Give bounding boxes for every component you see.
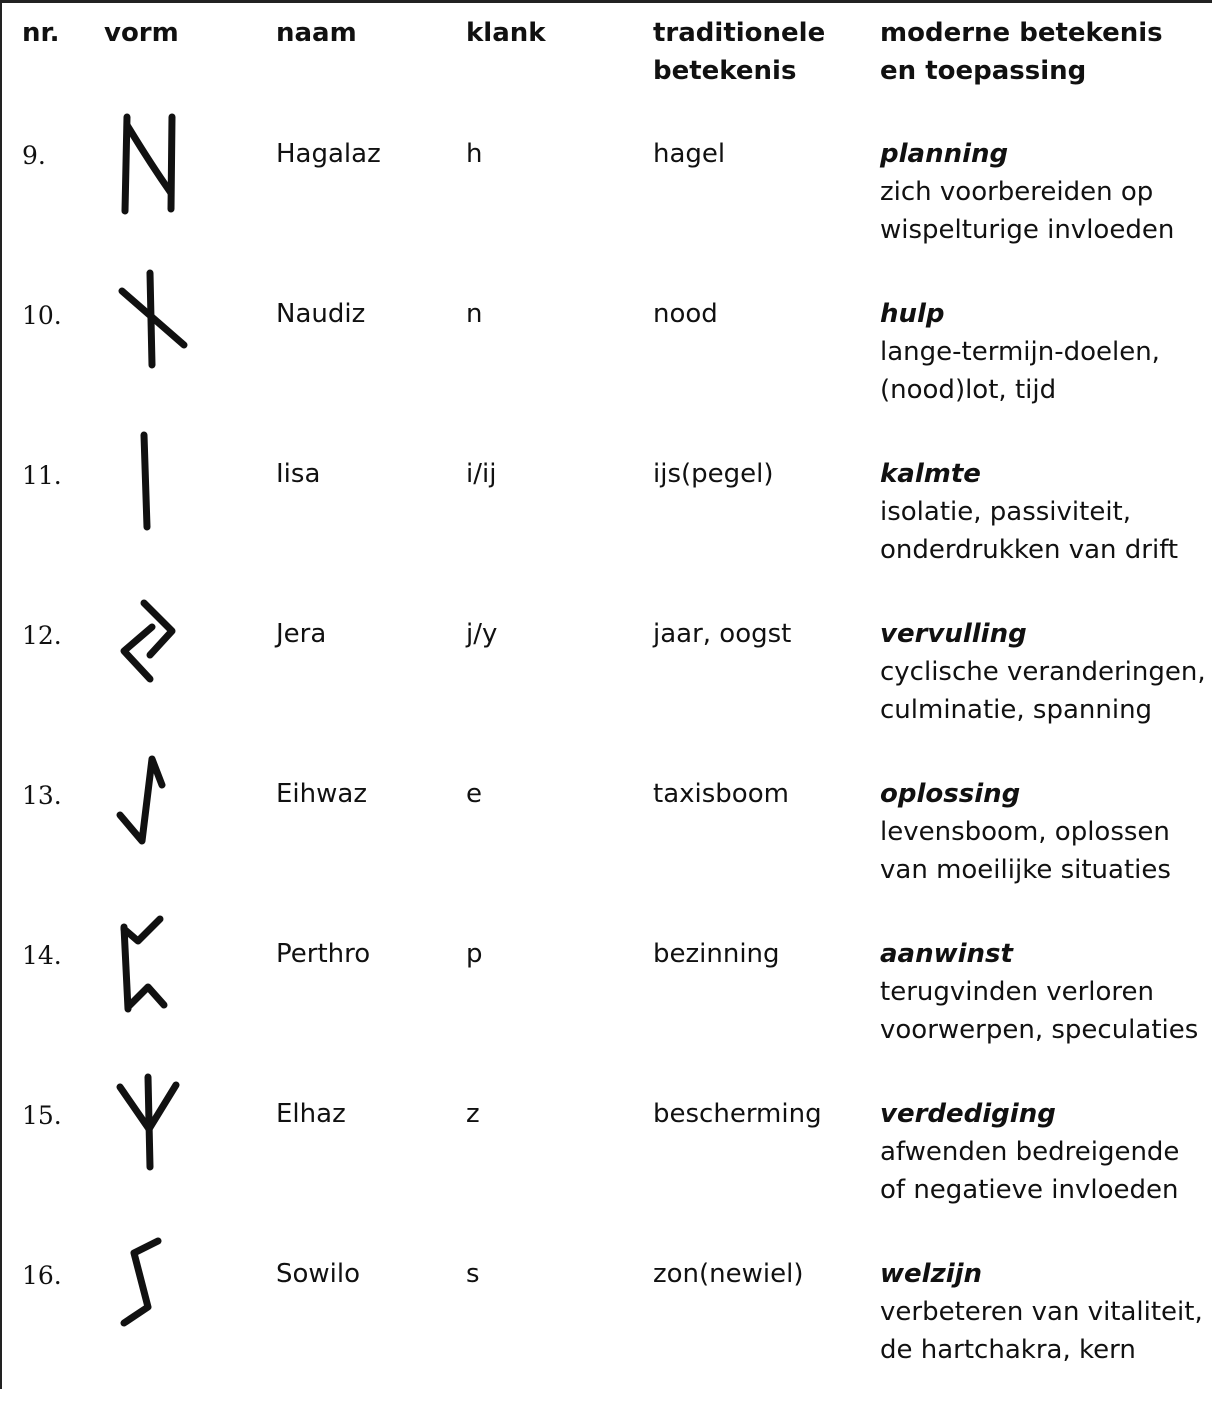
eihwaz-rune-icon — [112, 751, 172, 851]
rune-name: Hagalaz — [276, 139, 381, 169]
rune-sound: i/ij — [466, 459, 497, 489]
modern-description-line: culminatie, spanning — [880, 695, 1153, 725]
rune-sound: n — [466, 299, 483, 329]
modern-meaning — [880, 455, 1178, 569]
modern-description-line: onderdrukken van drift — [880, 535, 1179, 565]
perthro-rune-icon — [112, 913, 172, 1013]
modern-description-line: afwenden bedreigende — [880, 1137, 1180, 1167]
modern-keyword: welzijn — [880, 1259, 983, 1289]
modern-meaning — [880, 1255, 1203, 1369]
table-row — [0, 455, 1212, 615]
modern-description-line: wispelturige invloeden — [880, 215, 1175, 245]
row-number: 11. — [22, 461, 62, 490]
traditional-meaning: hagel — [653, 139, 726, 169]
row-number: 10. — [22, 301, 62, 330]
modern-description-line: voorwerpen, speculaties — [880, 1015, 1199, 1045]
rune-sound: p — [466, 939, 483, 969]
iisa-rune-icon — [130, 431, 160, 531]
modern-keyword: aanwinst — [880, 939, 1013, 969]
header-naam: naam — [276, 18, 357, 48]
traditional-meaning: taxisboom — [653, 779, 789, 809]
row-number: 13. — [22, 781, 62, 810]
modern-description-line: terugvinden verloren — [880, 977, 1154, 1007]
modern-description-line: van moeilijke situaties — [880, 855, 1171, 885]
traditional-meaning: jaar, oogst — [653, 619, 792, 649]
header-vorm: vorm — [104, 18, 179, 48]
rune-sound: z — [466, 1099, 480, 1129]
rune-sound: s — [466, 1259, 480, 1289]
modern-description-line: zich voorbereiden op — [880, 177, 1154, 207]
modern-description-line: verbeteren van vitaliteit, — [880, 1297, 1203, 1327]
header-traditional-meaning: traditionele betekenis — [653, 18, 826, 86]
elhaz-rune-icon — [112, 1071, 182, 1171]
table-row — [0, 615, 1212, 775]
modern-meaning — [880, 135, 1174, 249]
modern-meaning — [880, 295, 1160, 409]
modern-meaning — [880, 775, 1171, 889]
modern-description-line: cyclische veranderingen, — [880, 657, 1206, 687]
row-number: 15. — [22, 1101, 62, 1130]
modern-keyword: planning — [880, 139, 1009, 169]
header-nr: nr. — [22, 18, 60, 48]
modern-keyword: hulp — [880, 299, 945, 329]
modern-description-line: isolatie, passiviteit, — [880, 497, 1132, 527]
modern-keyword: kalmte — [880, 459, 981, 489]
modern-meaning — [880, 1095, 1179, 1209]
rune-name: Sowilo — [276, 1259, 361, 1289]
top-border — [0, 0, 1212, 3]
modern-keyword: oplossing — [880, 779, 1021, 809]
sowilo-rune-icon — [112, 1233, 172, 1333]
header-klank: klank — [466, 18, 546, 48]
modern-meaning — [880, 935, 1198, 1049]
header-modern-meaning: moderne betekenis en toepassing — [880, 18, 1163, 86]
rune-sound: h — [466, 139, 483, 169]
modern-description-line: of negatieve invloeden — [880, 1175, 1179, 1205]
table-row — [0, 1095, 1212, 1255]
rune-name: Perthro — [276, 939, 371, 969]
hagalaz-rune-icon — [112, 113, 182, 213]
rune-name: Jera — [276, 619, 327, 649]
traditional-meaning: zon(newiel) — [653, 1259, 804, 1289]
rune-sound: j/y — [466, 619, 498, 649]
modern-meaning — [880, 615, 1206, 729]
rune-name: Elhaz — [276, 1099, 346, 1129]
jera-rune-icon — [112, 593, 182, 693]
rune-name: Eihwaz — [276, 779, 367, 809]
modern-keyword: verdediging — [880, 1099, 1056, 1129]
naudiz-rune-icon — [110, 269, 190, 369]
traditional-meaning: nood — [653, 299, 718, 329]
modern-description-line: lange-termijn-doelen, — [880, 337, 1160, 367]
rune-sound: e — [466, 779, 482, 809]
traditional-meaning: ijs(pegel) — [653, 459, 774, 489]
modern-description-line: levensboom, oplossen — [880, 817, 1170, 847]
traditional-meaning: bescherming — [653, 1099, 822, 1129]
rune-name: Naudiz — [276, 299, 366, 329]
modern-keyword: vervulling — [880, 619, 1027, 649]
table-row — [0, 295, 1212, 455]
rune-name: Iisa — [276, 459, 321, 489]
modern-description-line: (nood)lot, tijd — [880, 375, 1057, 405]
row-number: 16. — [22, 1261, 62, 1290]
traditional-meaning: bezinning — [653, 939, 780, 969]
row-number: 9. — [22, 141, 46, 170]
row-number: 12. — [22, 621, 62, 650]
modern-description-line: de hartchakra, kern — [880, 1335, 1136, 1365]
table-row — [0, 775, 1212, 935]
table-header — [0, 14, 1212, 104]
row-number: 14. — [22, 941, 62, 970]
table-row — [0, 1255, 1212, 1415]
